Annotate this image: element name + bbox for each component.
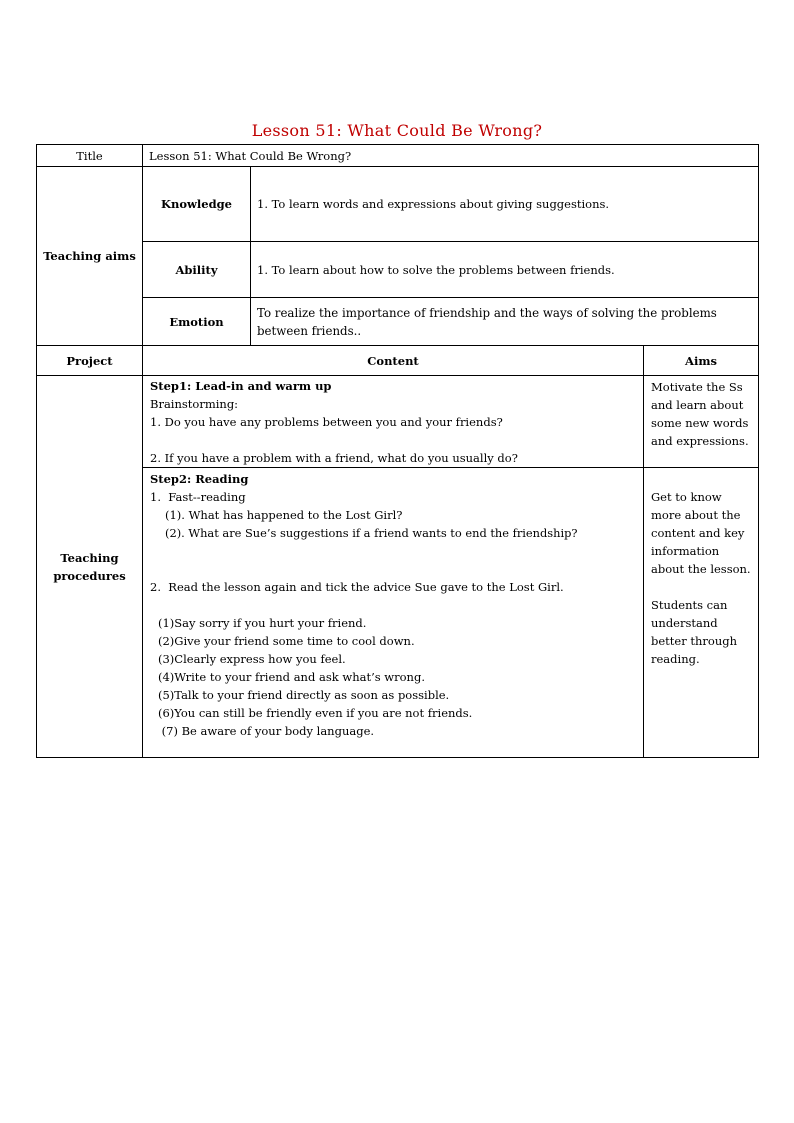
step1-aims: Motivate the Ss and learn about some new words and expressions. <box>644 376 759 468</box>
advice-4: (4)Write to your friend and ask what’s wrong. <box>158 670 425 684</box>
document-title: Lesson 51: What Could Be Wrong? <box>251 121 543 140</box>
ability-text: 1. To learn about how to solve the problems between friends. <box>251 242 759 298</box>
ability-row <box>37 242 759 298</box>
advice-3: (3)Clearly express how you feel. <box>158 652 346 666</box>
emotion-text: To realize the importance of friendship and the ways of solving the problems between friends.. <box>251 298 759 346</box>
header-row <box>37 346 759 376</box>
emotion-row <box>37 298 759 346</box>
advice-1: (1)Say sorry if you hurt your friend. <box>158 616 367 630</box>
spacer <box>150 542 637 560</box>
teaching-procedures-text: Teaching procedures <box>53 550 126 583</box>
lesson-plan-table <box>36 144 759 758</box>
step1-content <box>143 376 644 468</box>
emotion-label: Emotion <box>143 298 251 346</box>
knowledge-row <box>37 167 759 242</box>
fast-reading-label: 1. Fast--reading <box>150 490 246 504</box>
title-label: Title <box>37 145 143 167</box>
step2-aims-1: Get to know more about the content and key information about the lesson. <box>651 490 751 576</box>
project-header: Project <box>37 346 143 376</box>
advice-7: (7) Be aware of your body language. <box>158 724 375 738</box>
step1-line-3 <box>150 431 637 449</box>
question-1: (1). What has happened to the Lost Girl? <box>165 508 403 522</box>
teaching-procedures-label <box>37 376 143 758</box>
knowledge-label: Knowledge <box>143 167 251 242</box>
step2-content <box>143 468 644 758</box>
title-row <box>37 145 759 167</box>
step2-row <box>37 468 759 758</box>
task-2: 2. Read the lesson again and tick the advice Sue gave to the Lost Girl. <box>150 580 564 594</box>
teaching-aims-label: Teaching aims <box>37 167 143 346</box>
step2-aims <box>644 468 759 758</box>
advice-6: (6)You can still be friendly even if you are not friends. <box>158 706 473 720</box>
knowledge-text: 1. To learn words and expressions about giving suggestions. <box>251 167 759 242</box>
ability-label: Ability <box>143 242 251 298</box>
advice-5: (5)Talk to your friend directly as soon as possible. <box>158 688 450 702</box>
step2-heading: Step2: Reading <box>150 472 249 486</box>
spacer <box>651 578 752 596</box>
question-2: (2). What are Sue’s suggestions if a friend wants to end the friendship? <box>165 526 578 540</box>
step1-line-1: Brainstorming: <box>150 397 239 411</box>
step1-line-4: 2. If you have a problem with a friend, what do you usually do? <box>150 451 518 465</box>
step1-heading: Step1: Lead-in and warm up <box>150 379 332 393</box>
spacer <box>150 560 637 578</box>
step1-row <box>37 376 759 468</box>
content-header: Content <box>143 346 644 376</box>
spacer <box>150 596 637 614</box>
title-value: Lesson 51: What Could Be Wrong? <box>143 145 759 167</box>
step2-aims-2: Students can understand better through reading. <box>651 598 737 666</box>
step1-line-2: 1. Do you have any problems between you and your friends? <box>150 415 503 429</box>
aims-header: Aims <box>644 346 759 376</box>
advice-2: (2)Give your friend some time to cool down. <box>158 634 415 648</box>
